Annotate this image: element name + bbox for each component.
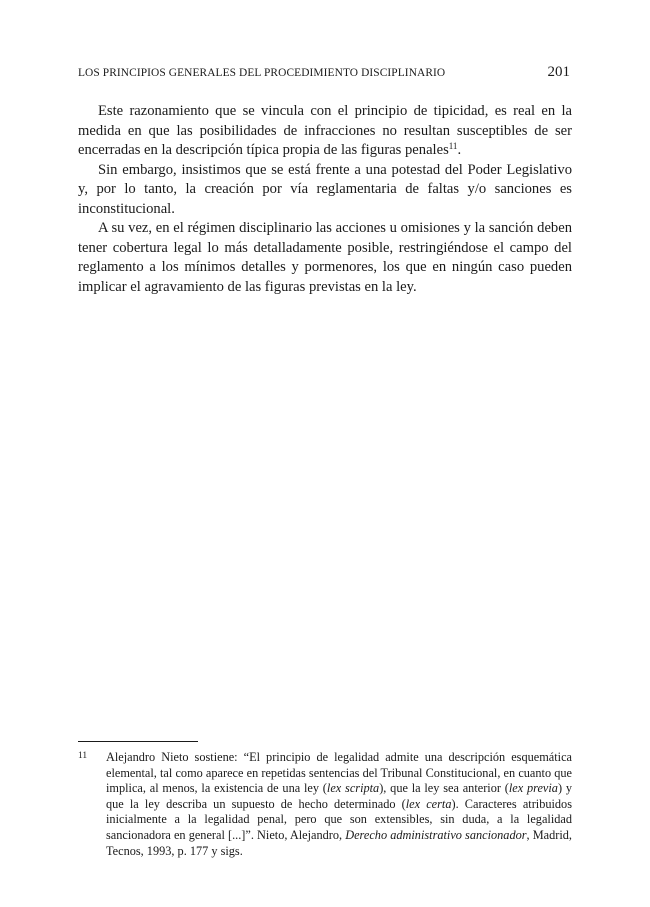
running-head (78, 66, 572, 84)
paragraph-1 (78, 102, 572, 161)
footnote-text (106, 750, 572, 859)
running-title: LOS PRINCIPIOS GENERALES DEL PROCEDIMIENTO DISCIPLINARIO (78, 67, 446, 79)
footnote-italic-lex-scripta: lex scripta (326, 781, 380, 796)
footnote-italic-lex-previa: lex previa (508, 781, 558, 796)
paragraph-1-end: . (457, 142, 462, 158)
footnote (78, 750, 572, 859)
footnote-divider (78, 741, 198, 742)
footnote-italic-lex-certa: lex certa (405, 796, 452, 811)
footnote-reference[interactable]: 11 (448, 141, 458, 151)
footnote-segment: ) y que la ley describa un supuesto de hecho determinado ( (106, 781, 572, 811)
page-number: 201 (547, 64, 570, 80)
footnote-segment: ). Caracteres atribuidos inicialmente a la legalidad penal, pero que son extensibles, sin duda, a la legalidad sancionadora en general [...]”. Nieto, Alejandro, (106, 796, 572, 842)
paragraph-2: Sin embargo, insistimos que se está frente a una potestad del Poder Legislativo y, por lo tanto, la creación por vía reglamentaria de faltas y/o sanciones es inconstitucional. (78, 161, 572, 217)
paragraph-3: A su vez, en el régimen disciplinario las acciones u omisiones y la sanción deben tener cobertura legal lo más detalladamente posible, restringiéndose el campo del reglamento a los mínimos detalles y pormenores, los que en ningún caso pueden implicar el agravamiento de las figuras previstas en la ley. (78, 220, 572, 295)
footnote-number: 11 (78, 751, 88, 761)
paragraph-1-text: Este razonamiento que se vincula con el principio de tipicidad, es real en la medida en que las posibilidades de infracciones no resultan susceptibles de ser encerradas en la descripción típica propia de las figuras penales (78, 103, 572, 158)
footnote-segment: Alejandro Nieto sostiene: “El principio de legalidad admite una descripción esquemática elemental, tal como aparece en repetidas sentencias del Tribunal Constitucional, en cuanto que implica, al menos, la existencia de una ley ( (106, 750, 572, 796)
footnote-segment: , Madrid, Tecnos, 1993, p. 177 y sigs. (106, 827, 573, 858)
body-text (78, 102, 572, 297)
footnote-italic-book-title: Derecho administrativo sancionador (345, 827, 527, 842)
footnote-segment: ), que la ley sea anterior ( (379, 781, 509, 796)
